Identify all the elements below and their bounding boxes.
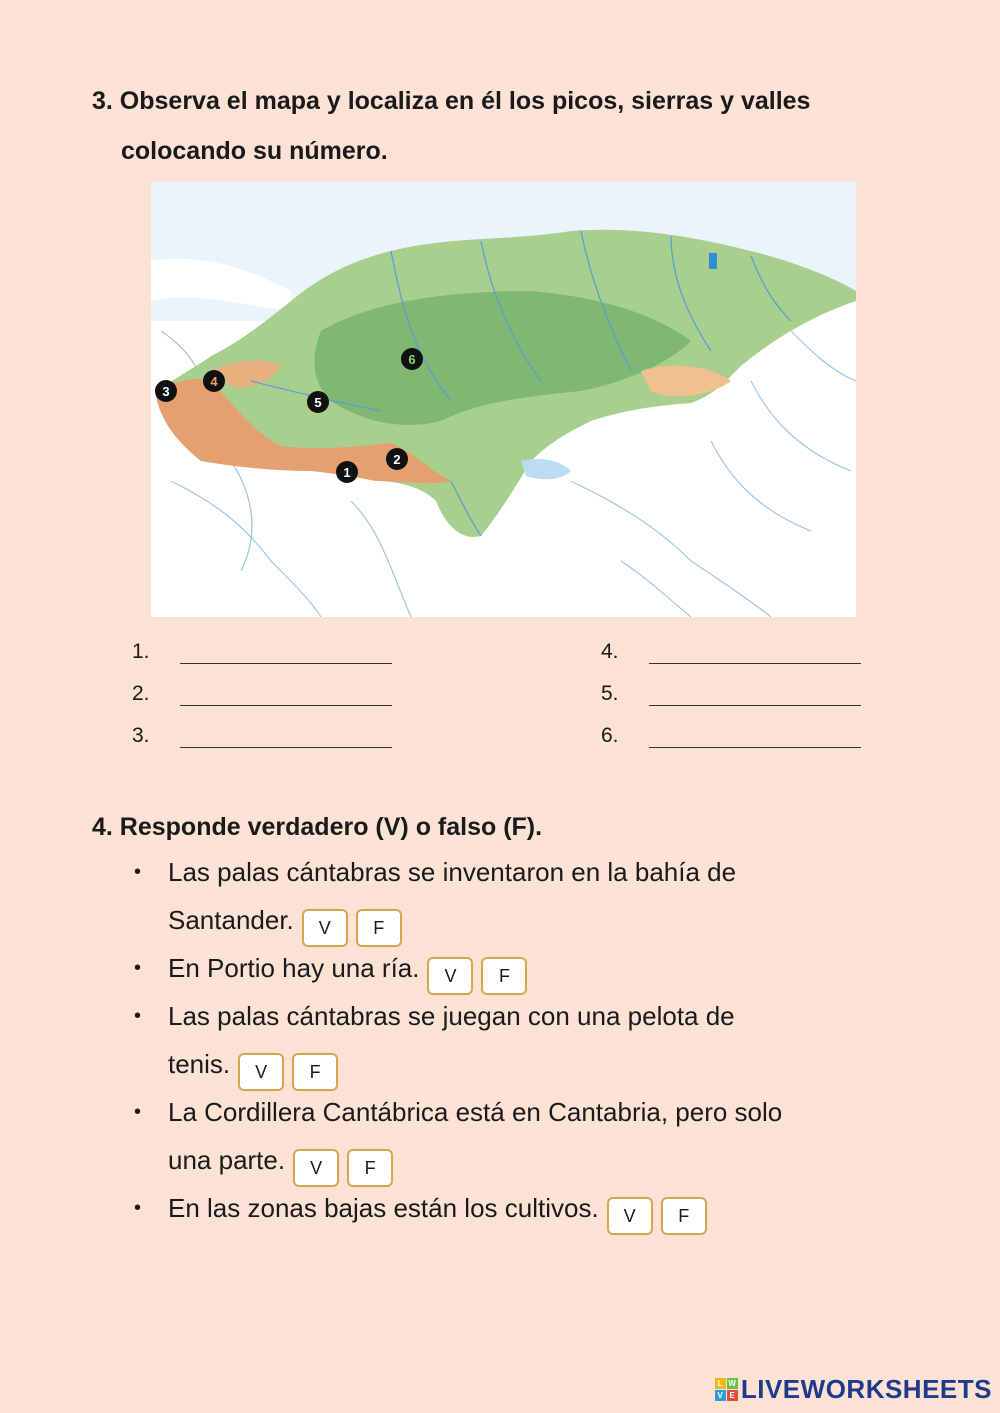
answer-row <box>601 706 861 748</box>
true-false-list <box>134 848 914 1232</box>
map-marker-1 <box>336 461 358 483</box>
answer-blanks-right <box>601 622 861 748</box>
answer-row <box>601 622 861 664</box>
answer-number: 1. <box>132 640 150 663</box>
true-button[interactable]: V <box>427 957 473 995</box>
true-button[interactable]: V <box>302 909 348 947</box>
statement-item <box>134 848 914 944</box>
logo-text: LIVEWORKSHEETS <box>740 1374 992 1404</box>
answer-row <box>132 664 392 706</box>
answer-number: 2. <box>132 682 150 705</box>
answer-field-3[interactable] <box>180 725 392 748</box>
statement-text: La Cordillera Cantábrica está en Cantabria, pero solo <box>168 1097 783 1127</box>
statement-text: Las palas cántabras se inventaron en la bahía de <box>168 857 737 887</box>
answer-field-6[interactable] <box>649 725 861 748</box>
map-marker-2 <box>386 448 408 470</box>
false-button[interactable]: F <box>481 957 527 995</box>
answer-field-1[interactable] <box>180 641 392 664</box>
map-marker-5 <box>307 391 329 413</box>
logo-mark-icon: L W V E <box>715 1378 738 1401</box>
statement-text-cont: Santander. <box>168 905 294 935</box>
statement-text: Las palas cántabras se juegan con una pelota de <box>168 1001 735 1031</box>
answer-row <box>601 664 861 706</box>
bullet: • <box>134 1101 142 1123</box>
question-4-title: 4. Responde verdadero (V) o falso (F). <box>92 813 543 841</box>
map-marker-6 <box>401 348 423 370</box>
true-button[interactable]: V <box>293 1149 339 1187</box>
bullet: • <box>134 861 142 883</box>
answer-row <box>132 622 392 664</box>
statement-text-cont: una parte. <box>168 1145 286 1175</box>
answer-field-4[interactable] <box>649 641 861 664</box>
true-button[interactable]: V <box>607 1197 653 1235</box>
svg-text:6: 6 <box>408 352 416 367</box>
answer-number: 6. <box>601 724 619 747</box>
svg-text:4: 4 <box>210 374 218 389</box>
false-button[interactable]: F <box>347 1149 393 1187</box>
question-3-title-line1: 3. Observa el mapa y localiza en él los picos, sierras y valles <box>92 87 811 115</box>
answer-number: 3. <box>132 724 150 747</box>
svg-text:1: 1 <box>343 465 351 480</box>
bullet: • <box>134 1197 142 1219</box>
statement-item <box>134 944 914 992</box>
answer-field-5[interactable] <box>649 683 861 706</box>
bullet: • <box>134 957 142 979</box>
statement-item <box>134 1184 914 1232</box>
map-marker-4 <box>203 370 225 392</box>
true-button[interactable]: V <box>238 1053 284 1091</box>
bullet: • <box>134 1005 142 1027</box>
statement-text: En las zonas bajas están los cultivos. <box>168 1193 599 1223</box>
answer-number: 4. <box>601 640 619 663</box>
false-button[interactable]: F <box>292 1053 338 1091</box>
cantabria-map <box>151 181 856 617</box>
statement-text-cont: tenis. <box>168 1049 231 1079</box>
answer-row <box>132 706 392 748</box>
statement-text: En Portio hay una ría. <box>168 953 420 983</box>
svg-text:3: 3 <box>162 384 170 399</box>
svg-text:2: 2 <box>393 452 401 467</box>
answer-blanks-left <box>132 622 392 748</box>
answer-field-2[interactable] <box>180 683 392 706</box>
map-marker-3 <box>155 380 177 402</box>
false-button[interactable]: F <box>356 909 402 947</box>
statement-item <box>134 1088 914 1184</box>
map-svg <box>151 181 856 617</box>
liveworksheets-logo[interactable] <box>715 1374 992 1405</box>
answer-number: 5. <box>601 682 619 705</box>
svg-text:5: 5 <box>314 395 322 410</box>
question-3-title <box>92 76 892 176</box>
statement-item <box>134 992 914 1088</box>
question-3-title-line2: colocando su número. <box>121 137 388 165</box>
false-button[interactable]: F <box>661 1197 707 1235</box>
